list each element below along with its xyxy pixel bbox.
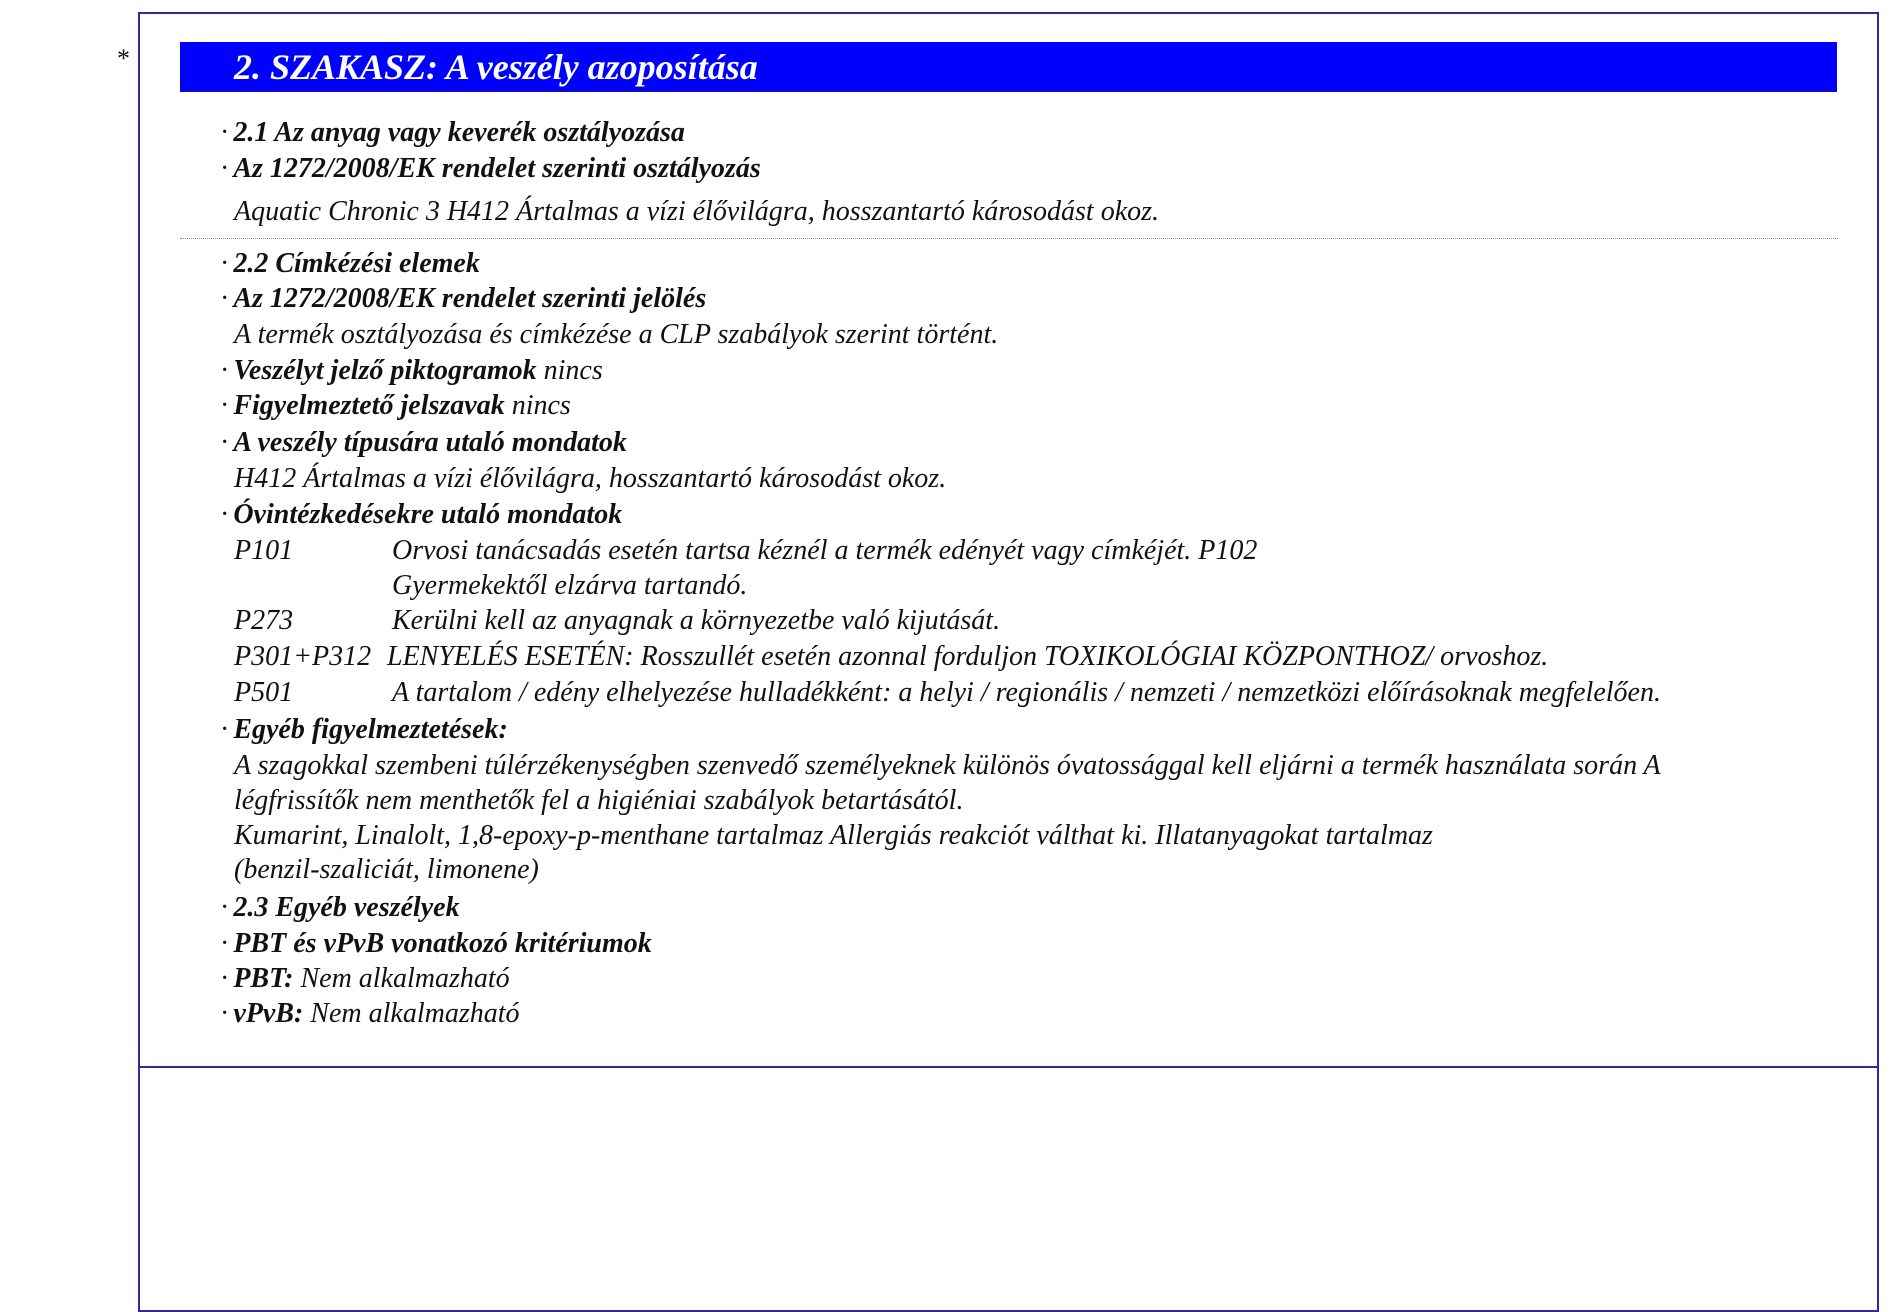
revision-marker: * [117, 44, 130, 73]
classification-text: Aquatic Chronic 3 H412 Ártalmas a vízi élővilágra, hosszantartó károsodást okoz. [234, 196, 1160, 227]
other-warning-line: (benzil-szaliciát, limonene) [234, 854, 539, 885]
precaution-text-continued: Gyermekektől elzárva tartandó. [392, 570, 748, 601]
subheading-labelling: · Az 1272/2008/EK rendelet szerinti jelölés [220, 283, 707, 314]
subheading-classification: · Az 1272/2008/EK rendelet szerinti osztályozás [220, 153, 761, 184]
pictograms-row: · Veszélyt jelző piktogramok nincs [220, 355, 603, 386]
hazard-statement-text: H412 Ártalmas a vízi élővilágra, hosszantartó károsodást okoz. [234, 463, 947, 494]
heading-2-1: · 2.1 Az anyag vagy keverék osztályozása [220, 117, 685, 148]
section-bottom-rule [138, 1066, 1879, 1068]
precaution-text: Kerülni kell az anyagnak a környezetbe való kijutását. [392, 605, 1001, 636]
pbt-criteria-heading: · PBT és vPvB vonatkozó kritériumok [220, 928, 652, 959]
signal-words-row: · Figyelmeztető jelszavak nincs [220, 390, 571, 421]
precaution-text: A tartalom / edény elhelyezése hulladékként: a helyi / regionális / nemzeti / nemzetközi előírásoknak megfelelően. [392, 677, 1661, 708]
precaution-code: P501 [234, 677, 294, 708]
other-warning-line: légfrissítők nem menthetők fel a higiéniai szabályok betartásától. [234, 785, 964, 816]
clp-text: A termék osztályozása és címkézése a CLP szabályok szerint történt. [234, 319, 999, 350]
precaution-code: P273 [234, 605, 294, 636]
heading-2-3: · 2.3 Egyéb veszélyek [220, 892, 460, 923]
precaution-code: P301+P312 [234, 641, 372, 672]
other-warning-line: Kumarint, Linalolt, 1,8-epoxy-p-menthane tartalmaz Allergiás reakciót válthat ki. Illatanyagokat tartalmaz [234, 820, 1433, 851]
precaution-text: Orvosi tanácsadás esetén tartsa kéznél a termék edényét vagy címkéjét. P102 [392, 535, 1258, 566]
precaution-text: LENYELÉS ESETÉN: Rosszullét esetén azonnal forduljon TOXIKOLÓGIAI KÖZPONTHOZ/ orvoshoz. [387, 641, 1549, 672]
section-banner [180, 42, 1837, 92]
vpvb-row: · vPvB: Nem alkalmazható [220, 998, 520, 1029]
heading-2-2: · 2.2 Címkézési elemek [220, 248, 480, 279]
other-warnings-heading: · Egyéb figyelmeztetések: [220, 714, 508, 745]
precaution-code: P101 [234, 535, 294, 566]
other-warning-line: A szagokkal szembeni túlérzékenységben szenvedő személyeknek különös óvatossággal kell eljárni a termék használata során A [234, 750, 1661, 781]
pbt-row: · PBT: Nem alkalmazható [220, 963, 510, 994]
precautionary-heading: · Óvintézkedésekre utaló mondatok [220, 499, 623, 530]
dotted-separator [180, 238, 1838, 239]
hazard-statements-heading: · A veszély típusára utaló mondatok [220, 427, 627, 458]
section-title: 2. SZAKASZ: A veszély azoposítása [234, 47, 758, 87]
